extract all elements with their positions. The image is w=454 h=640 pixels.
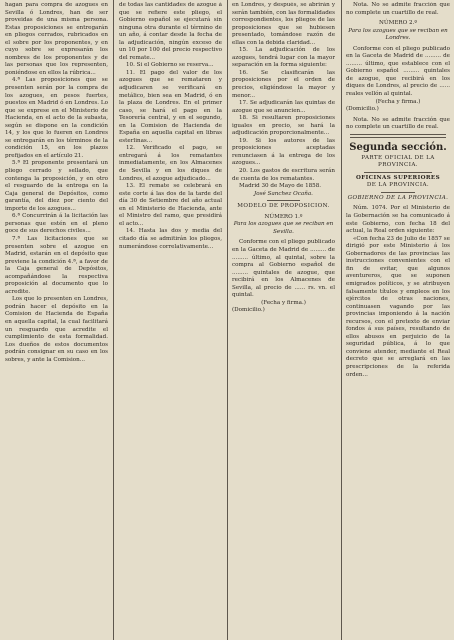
column-4 bbox=[346, 2, 450, 638]
paragraph: Los que lo presenten en Londres, podrán hacer el depósito en la Comision de Hacienda de España en aquella capital, la cual facilitará un resguardo que acredite el cumplimiento de esta formalidad. Los dueños de estos documentos podrán consignar en su caso en los sobres, y ante la Comision... bbox=[5, 296, 108, 363]
section-heading: Segunda sección. bbox=[349, 141, 447, 153]
model-body-2: Conforme con el pliego publicado en la Gaceta de Madrid de ......... de ......... último, que establece con el Gobierno español ......... quintales de azogue, que recibirá en los diques de Londres, al precio de ...... reales vellón al quintal. bbox=[346, 45, 450, 98]
paragraph: 11. El pago del valor de los azogues que se remataren y adjudicaren se verificará en metálico, bien sea en Madrid, ó en la plaza de Londres. En el primer caso, se hará el pago en la Tesorería central, y en el segundo, en la Comision de Hacienda de España en aquella capital en libras esterlinas... bbox=[119, 69, 222, 144]
column-rule bbox=[113, 0, 114, 640]
paragraph: 17. Se adjudicarán las quintas de azogue que se anuncien... bbox=[232, 100, 335, 114]
paragraph: Núm. 1074. Por el Ministerio de la Gobernación se ha comunicado á este Gobierno, con fecha 18 del actual, la Real orden siguiente: bbox=[346, 205, 450, 235]
paragraph: de todas las cantidades de azogue á que se refiere este pliego, el Gobierno español se ejecutará sin ninguna otra durante el término de un año, á contar desde la fecha de la adjudicación, ningún exceso de un 10 por 100 del precio respectivo del remate... bbox=[119, 2, 222, 61]
paragraph: 7.ª Las licitaciones que se presenten sobre el azogue en Madrid, estarán en el depósito que previene la condición 4.ª, a favor de la Caja general de Depósitos, acompañándose la respectiva proposición al documento que lo acredite. bbox=[5, 235, 108, 295]
section-subheading: PARTE OFICIAL DE LA PROVINCIA. bbox=[361, 154, 435, 169]
numero-1-heading: NÚMERO 1.º bbox=[264, 213, 303, 220]
offices-subheading: DE LA PROVINCIA. bbox=[366, 182, 430, 189]
model-body: Conforme con el pliego publicado en la Gaceta de Madrid de ......... de ......... último, al quintal, sobre la compra al Gobierno español de ......... quintales de azogue, que recibirá en los Almacenes de Sevilla, al precio de ...... rs. vn. el quintal. bbox=[232, 239, 335, 299]
domicile-line: (Domicilio.) bbox=[232, 307, 265, 314]
paragraph: 20. Los gastos de escritura serán de cuenta de los rematantes. bbox=[232, 168, 335, 182]
government-heading: GOBIERNO DE LA PROVINCIA. bbox=[347, 194, 449, 201]
paragraph: en Londres, y después, se abrirán y serán también, con las formalidades correspondientes, los pliegos de las proposiciones que se hubiesen presentado, tomándose razón de ellas con la debida claridad... bbox=[232, 2, 335, 46]
divider bbox=[364, 172, 432, 173]
paragraph: «Con fecha 23 de Julio de 1857 se dirigió por este Ministerio á los Gobernadores de las provincias las instrucciones convenientes con el fin de evitar, que algunos aventureros, que se suponen emigrados políticos, y se atribuyen falsamente títulos y empleos en los ejércitos de otras naciones, continuasen vagando por las provincias imponiendo á la nación recursos, con el pretexto de enviar fondos á sus países, resultando de ellos abusos en perjuicio de la seguridad pública, á lo que conviene atender, mediante el Real decreto que se arreglará en las prescripciones de la referida orden... bbox=[346, 235, 450, 378]
paragraph: 10. Si el Gobierno se reserva... bbox=[126, 62, 214, 69]
date-signature-line: (Fecha y firma.) bbox=[375, 98, 421, 105]
paragraph: 19. Si los autores de las proposiciones aceptadas renunciasen á la entrega de los azogues... bbox=[232, 137, 335, 167]
signature: José Sanchez Ocaña. bbox=[254, 190, 313, 197]
nota-1: Nota. No se admite fracción que no complete un cuartillo de real. bbox=[346, 2, 450, 16]
section-divider bbox=[350, 134, 446, 138]
date-line: Madrid 30 de Mayo de 1858. bbox=[239, 183, 322, 190]
column-rule bbox=[227, 0, 228, 640]
paragraph: 15. La adjudicación de los azogues, tendrá lugar con la mayor separación en la forma siguiente: bbox=[232, 47, 335, 69]
numero-1-subtitle: Para los azogues que se reciban en Sevilla. bbox=[233, 221, 334, 235]
divider bbox=[381, 192, 415, 193]
numero-2-subtitle: Para los azogues que se reciban en Londres. bbox=[348, 27, 448, 42]
date-signature-line: (Fecha y firma.) bbox=[261, 299, 306, 306]
paragraph: 18. Si resultaren proposiciones iguales en precio, se hará la adjudicación proporcionalmente... bbox=[232, 115, 335, 137]
paragraph: hagan para compra de azogues en Sevilla ó Londres, han de ser proveidas de una misma persona. Estas proposiciones se entregarán en pliegos cerrados, rubricados en el sobre por los proponentes, y en cuyo sobre se expresarán los nombres de los proponentes y de las personas que los representen, poniéndose en ellos la rúbrica... bbox=[5, 2, 108, 76]
paragraph: 6.ª Concurrirán á la licitación las personas que estén en el pleno goce de sus derechos civiles... bbox=[5, 213, 108, 235]
paragraph: 14. Hasta las dos y media del citado día se admitirán los pliegos, numerándose correlativamente... bbox=[119, 228, 222, 250]
model-heading: MODELO DE PROPOSICION. bbox=[237, 203, 330, 210]
nota-2: Nota. No se admite fracción que no complete un cuartillo de real. bbox=[346, 116, 450, 131]
paragraph: 16. Se clasificarán las proposiciones por el orden de precios, eligiéndose la mayor y menor... bbox=[232, 69, 335, 99]
offices-heading: OFICINAS SUPERIORES bbox=[355, 174, 441, 181]
column-rule bbox=[341, 0, 342, 640]
column-2 bbox=[119, 2, 222, 638]
paragraph: 12. Verificado el pago, se entregará á los rematantes inmediatamente, en los Almacenes de Sevilla y en los diques de Londres, el azogue adjudicado... bbox=[119, 145, 222, 182]
paragraph: 5.ª El proponente presentará un pliego cerrado y sellado, que contenga la proposición, y en otro el resguardo de la entrega en la Caja general de Depósitos, como garantía, del diez por ciento del importe de los azogues... bbox=[5, 160, 108, 212]
numero-2-heading: NÚMERO 2.º bbox=[379, 20, 417, 27]
paragraph: 4.ª Las proposiciones que se presenten serán por la compra de los azogues, en pesos fuertes, puestos en Madrid ó en Londres. Lo que se exprese en el Ministerio de Hacienda, en el acto de la subasta, según se dispone en la condición 14, y los que lo fueren en Londres se entregarán en los términos de la condición 15, en los plazos prefijados en el artículo 21. bbox=[5, 77, 108, 159]
column-1 bbox=[5, 2, 108, 638]
domicile-line: (Domicilio.) bbox=[346, 106, 379, 113]
column-3 bbox=[232, 2, 335, 638]
divider bbox=[267, 200, 300, 201]
paragraph: 13. El remate se celebrará en este corte á las dos de la tarde del día 30 de Setiembre del año actual en el Ministerio de Hacienda, ante el Ministro del ramo, que presidirá el acto... bbox=[119, 183, 222, 227]
